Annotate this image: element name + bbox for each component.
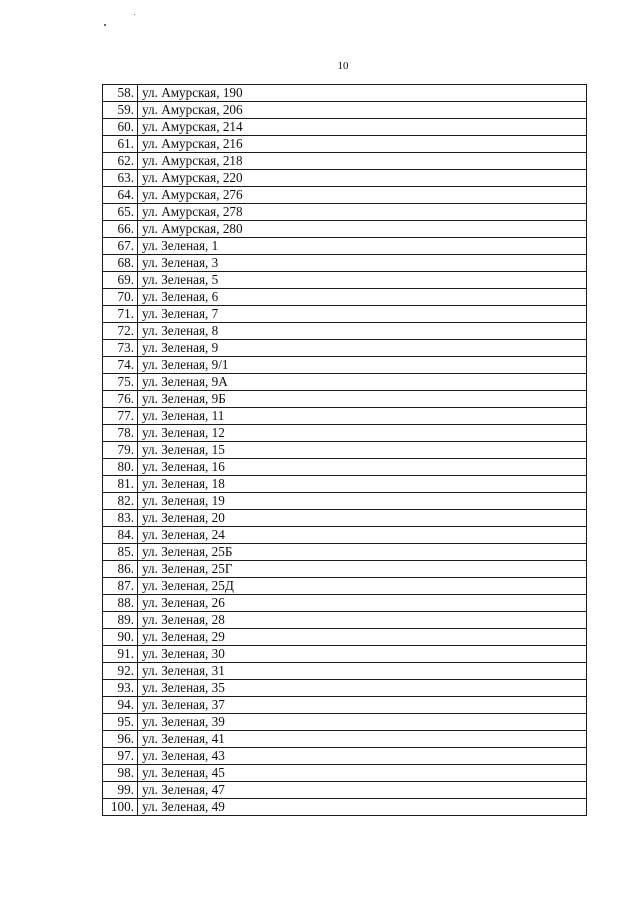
address-cell: ул. Зеленая, 19 <box>138 493 587 510</box>
row-number-cell: 73. <box>103 340 138 357</box>
address-cell: ул. Зеленая, 43 <box>138 748 587 765</box>
address-cell: ул. Зеленая, 24 <box>138 527 587 544</box>
row-number-cell: 89. <box>103 612 138 629</box>
table-row <box>103 680 587 697</box>
address-cell: ул. Зеленая, 16 <box>138 459 587 476</box>
row-number-cell: 64. <box>103 187 138 204</box>
address-cell: ул. Зеленая, 49 <box>138 799 587 816</box>
row-number-cell: 86. <box>103 561 138 578</box>
row-number-cell: 94. <box>103 697 138 714</box>
address-cell: ул. Амурская, 206 <box>138 102 587 119</box>
address-cell: ул. Амурская, 278 <box>138 204 587 221</box>
row-number-cell: 67. <box>103 238 138 255</box>
table-row <box>103 153 587 170</box>
table-row <box>103 85 587 102</box>
address-cell: ул. Зеленая, 26 <box>138 595 587 612</box>
table-row <box>103 391 587 408</box>
table-row <box>103 544 587 561</box>
table-row <box>103 340 587 357</box>
table-row <box>103 731 587 748</box>
table-row <box>103 629 587 646</box>
table-row <box>103 714 587 731</box>
address-cell: ул. Зеленая, 31 <box>138 663 587 680</box>
row-number-cell: 75. <box>103 374 138 391</box>
address-cell: ул. Зеленая, 25Д <box>138 578 587 595</box>
address-cell: ул. Зеленая, 28 <box>138 612 587 629</box>
row-number-cell: 91. <box>103 646 138 663</box>
address-cell: ул. Зеленая, 47 <box>138 782 587 799</box>
row-number-cell: 90. <box>103 629 138 646</box>
row-number-cell: 96. <box>103 731 138 748</box>
row-number-cell: 77. <box>103 408 138 425</box>
row-number-cell: 59. <box>103 102 138 119</box>
address-cell: ул. Зеленая, 37 <box>138 697 587 714</box>
table-row <box>103 493 587 510</box>
table-row <box>103 510 587 527</box>
address-cell: ул. Амурская, 280 <box>138 221 587 238</box>
table-row <box>103 612 587 629</box>
address-cell: ул. Зеленая, 45 <box>138 765 587 782</box>
row-number-cell: 69. <box>103 272 138 289</box>
address-cell: ул. Амурская, 190 <box>138 85 587 102</box>
row-number-cell: 79. <box>103 442 138 459</box>
row-number-cell: 93. <box>103 680 138 697</box>
table-row <box>103 408 587 425</box>
address-cell: ул. Зеленая, 6 <box>138 289 587 306</box>
row-number-cell: 78. <box>103 425 138 442</box>
row-number-cell: 85. <box>103 544 138 561</box>
table-row <box>103 459 587 476</box>
table-row <box>103 646 587 663</box>
row-number-cell: 66. <box>103 221 138 238</box>
address-cell: ул. Зеленая, 41 <box>138 731 587 748</box>
row-number-cell: 61. <box>103 136 138 153</box>
address-cell: ул. Амурская, 216 <box>138 136 587 153</box>
address-cell: ул. Амурская, 276 <box>138 187 587 204</box>
table-row <box>103 357 587 374</box>
address-cell: ул. Зеленая, 18 <box>138 476 587 493</box>
row-number-cell: 71. <box>103 306 138 323</box>
row-number-cell: 62. <box>103 153 138 170</box>
address-cell: ул. Зеленая, 25Б <box>138 544 587 561</box>
address-cell: ул. Зеленая, 12 <box>138 425 587 442</box>
row-number-cell: 60. <box>103 119 138 136</box>
address-cell: ул. Зеленая, 11 <box>138 408 587 425</box>
address-cell: ул. Амурская, 214 <box>138 119 587 136</box>
table-row <box>103 221 587 238</box>
table-row <box>103 782 587 799</box>
address-cell: ул. Зеленая, 20 <box>138 510 587 527</box>
row-number-cell: 58. <box>103 85 138 102</box>
scan-speck <box>134 14 135 15</box>
row-number-cell: 97. <box>103 748 138 765</box>
scan-speck <box>104 24 106 26</box>
row-number-cell: 72. <box>103 323 138 340</box>
address-table-body <box>103 85 587 816</box>
address-cell: ул. Зеленая, 9Б <box>138 391 587 408</box>
row-number-cell: 65. <box>103 204 138 221</box>
row-number-cell: 87. <box>103 578 138 595</box>
table-row <box>103 119 587 136</box>
table-row <box>103 527 587 544</box>
address-table <box>102 84 587 816</box>
row-number-cell: 83. <box>103 510 138 527</box>
address-cell: ул. Зеленая, 3 <box>138 255 587 272</box>
address-cell: ул. Зеленая, 25Г <box>138 561 587 578</box>
table-row <box>103 170 587 187</box>
table-row <box>103 374 587 391</box>
address-cell: ул. Зеленая, 9/1 <box>138 357 587 374</box>
address-cell: ул. Амурская, 220 <box>138 170 587 187</box>
table-row <box>103 799 587 816</box>
row-number-cell: 68. <box>103 255 138 272</box>
row-number-cell: 63. <box>103 170 138 187</box>
table-row <box>103 595 587 612</box>
row-number-cell: 76. <box>103 391 138 408</box>
address-cell: ул. Зеленая, 15 <box>138 442 587 459</box>
row-number-cell: 82. <box>103 493 138 510</box>
address-cell: ул. Зеленая, 39 <box>138 714 587 731</box>
table-row <box>103 765 587 782</box>
row-number-cell: 74. <box>103 357 138 374</box>
table-row <box>103 306 587 323</box>
table-row <box>103 187 587 204</box>
table-row <box>103 697 587 714</box>
row-number-cell: 99. <box>103 782 138 799</box>
row-number-cell: 84. <box>103 527 138 544</box>
row-number-cell: 88. <box>103 595 138 612</box>
table-row <box>103 663 587 680</box>
table-row <box>103 748 587 765</box>
row-number-cell: 98. <box>103 765 138 782</box>
address-cell: ул. Зеленая, 5 <box>138 272 587 289</box>
table-row <box>103 289 587 306</box>
address-cell: ул. Зеленая, 1 <box>138 238 587 255</box>
table-row <box>103 136 587 153</box>
row-number-cell: 92. <box>103 663 138 680</box>
row-number-cell: 80. <box>103 459 138 476</box>
table-row <box>103 323 587 340</box>
address-cell: ул. Зеленая, 8 <box>138 323 587 340</box>
row-number-cell: 100. <box>103 799 138 816</box>
table-row <box>103 578 587 595</box>
address-cell: ул. Зеленая, 30 <box>138 646 587 663</box>
address-cell: ул. Зеленая, 29 <box>138 629 587 646</box>
address-cell: ул. Зеленая, 9А <box>138 374 587 391</box>
address-cell: ул. Зеленая, 7 <box>138 306 587 323</box>
table-row <box>103 425 587 442</box>
table-row <box>103 255 587 272</box>
address-cell: ул. Амурская, 218 <box>138 153 587 170</box>
row-number-cell: 95. <box>103 714 138 731</box>
table-row <box>103 561 587 578</box>
table-row <box>103 102 587 119</box>
page-number: 10 <box>337 60 349 72</box>
table-row <box>103 238 587 255</box>
address-cell: ул. Зеленая, 9 <box>138 340 587 357</box>
table-row <box>103 204 587 221</box>
row-number-cell: 81. <box>103 476 138 493</box>
table-row <box>103 272 587 289</box>
row-number-cell: 70. <box>103 289 138 306</box>
table-row <box>103 442 587 459</box>
address-cell: ул. Зеленая, 35 <box>138 680 587 697</box>
table-row <box>103 476 587 493</box>
